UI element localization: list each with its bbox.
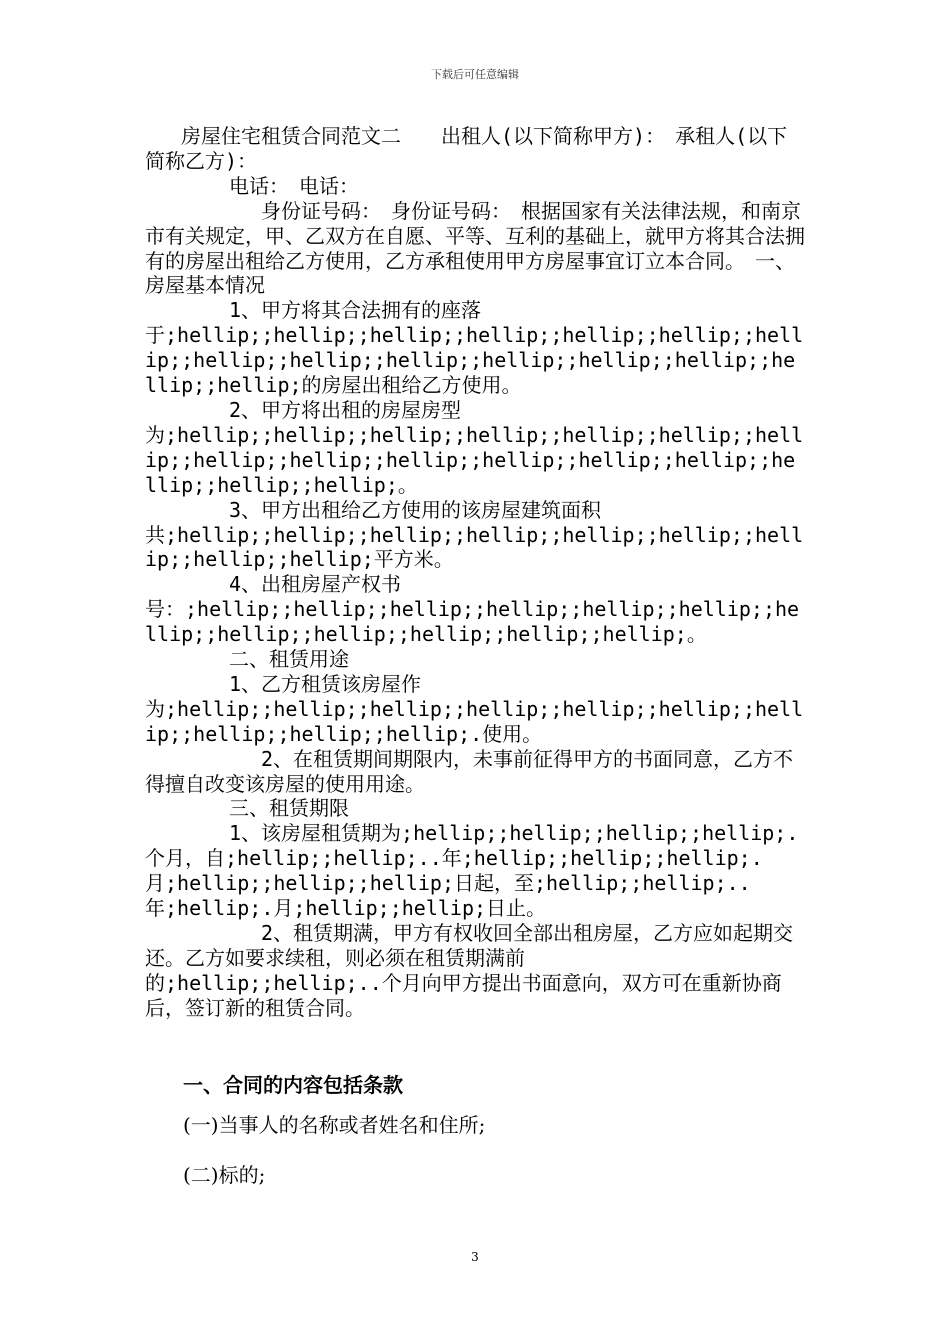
body-paragraph: 2、在租赁期间期限内，未事前征得甲方的书面同意，乙方不得擅自改变该房屋的使用用途。 <box>145 746 794 796</box>
clause-item-2: (二)标的; <box>183 1163 266 1187</box>
page-number: 3 <box>471 1250 479 1264</box>
contract-body <box>145 124 805 1021</box>
page-header: 下载后可任意编辑 <box>431 68 519 81</box>
body-paragraph: 为;hellip;;hellip;;hellip;;hellip;;hellip;;hellip;;hellip;;hellip;;hellip;;hellip;.使用。 <box>145 696 804 746</box>
body-paragraph: 身份证号码： 身份证号码： 根据国家有关法律法规，和南京市有关规定，甲、乙双方在自愿、平等、互利的基础上，就甲方将其合法拥有的房屋出租给乙方使用，乙方承租使用甲方房屋事宜订立本合同。 一、房屋基本情况 <box>145 198 805 298</box>
section-title: 一、合同的内容包括条款 <box>183 1073 403 1097</box>
body-paragraph: 2、甲方将出租的房屋房型 <box>229 397 462 422</box>
body-paragraph: 二、租赁用途 <box>229 647 349 672</box>
body-paragraph: 三、租赁期限 <box>229 796 349 821</box>
body-paragraph: 月;hellip;;hellip;;hellip;日起，至;hellip;;hellip;.. <box>145 871 751 896</box>
body-paragraph: 为;hellip;;hellip;;hellip;;hellip;;hellip;;hellip;;hellip;;hellip;;hellip;;hellip;;hellip;;hellip;;hellip;;hellip;;hellip;;hellip;。 <box>145 422 804 497</box>
body-paragraph: 房屋住宅租赁合同范文二 出租人(以下简称甲方)： 承租人(以下简称乙方)： <box>145 124 788 173</box>
body-paragraph: 于;hellip;;hellip;;hellip;;hellip;;hellip;;hellip;;hellip;;hellip;;hellip;;hellip;;hellip;;hellip;;hellip;;hellip;;hellip;的房屋出租给乙方使用。 <box>145 323 804 398</box>
body-paragraph: 个月，自;hellip;;hellip;..年;hellip;;hellip;;hellip;. <box>145 846 763 871</box>
clause-item-1: (一)当事人的名称或者姓名和住所; <box>183 1113 486 1137</box>
body-paragraph: 4、出租房屋产权书 <box>229 572 402 597</box>
body-paragraph: 电话： 电话： <box>229 173 359 198</box>
body-paragraph: 共;hellip;;hellip;;hellip;;hellip;;hellip;;hellip;;hellip;;hellip;;hellip;平方米。 <box>145 522 804 572</box>
body-paragraph: 号：;hellip;;hellip;;hellip;;hellip;;hellip;;hellip;;hellip;;hellip;;hellip;;hellip;;hellip;;hellip;。 <box>145 597 800 647</box>
body-paragraph: 3、甲方出租给乙方使用的该房屋建筑面积 <box>229 497 602 522</box>
body-paragraph: 1、甲方将其合法拥有的座落 <box>229 298 482 323</box>
body-paragraph: 1、该房屋租赁期为;hellip;;hellip;;hellip;;hellip;. <box>229 821 799 846</box>
body-paragraph: 的;hellip;;hellip;..个月向甲方提出书面意向，双方可在重新协商后，签订新的租赁合同。 <box>145 970 782 1020</box>
body-paragraph: 2、租赁期满，甲方有权收回全部出租房屋，乙方应如起期交还。乙方如要求续租，则必须在租赁期满前 <box>145 921 794 970</box>
body-paragraph: 年;hellip;.月;hellip;;hellip;日止。 <box>145 896 547 921</box>
body-paragraph: 1、乙方租赁该房屋作 <box>229 671 422 696</box>
